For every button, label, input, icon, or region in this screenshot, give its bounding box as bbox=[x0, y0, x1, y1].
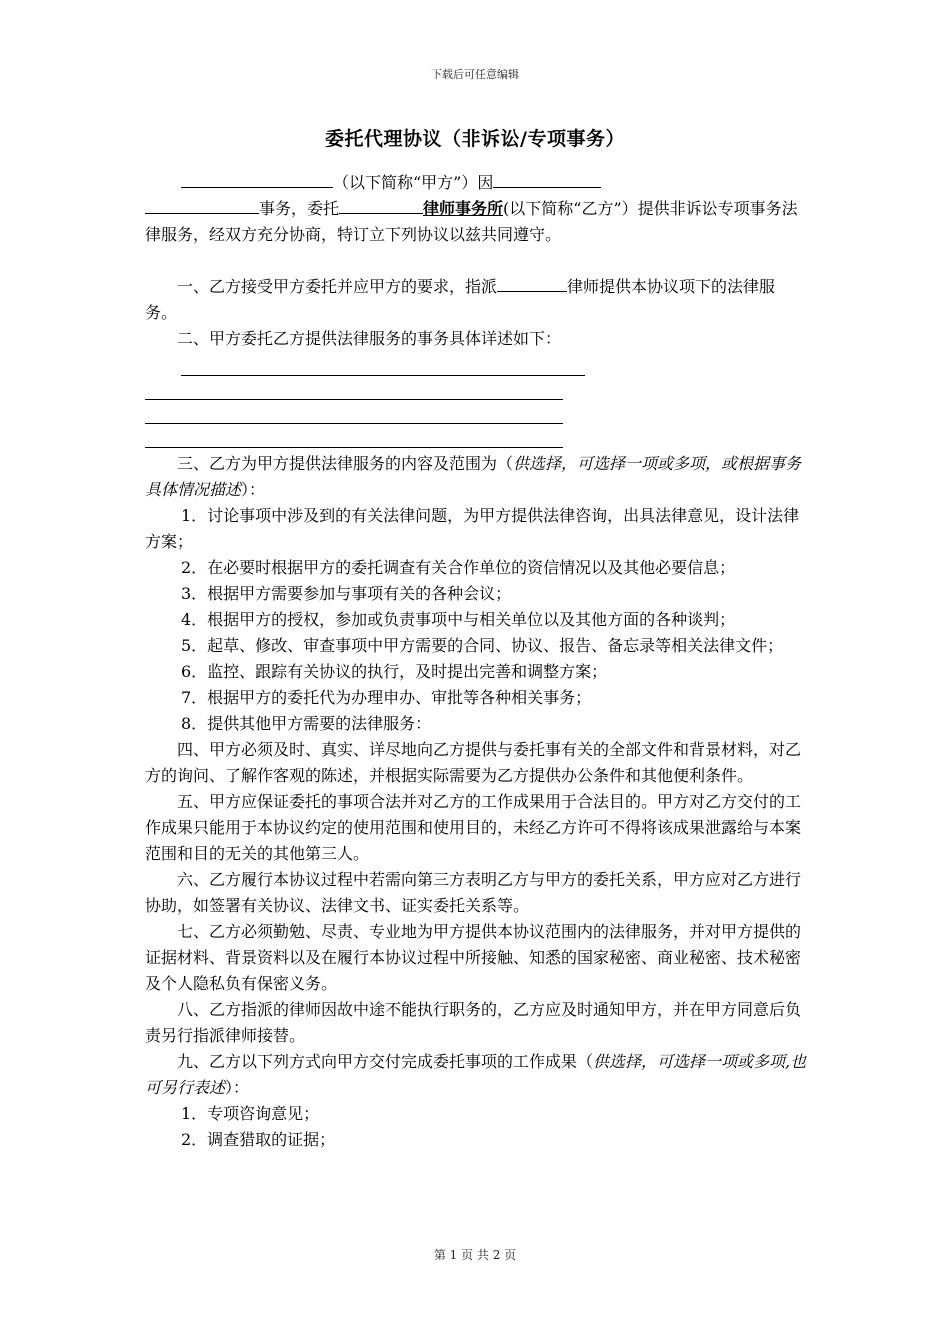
intro-line-2 bbox=[145, 196, 807, 248]
intro-text-3: (以下简称“乙方”）提供非诉讼专项事务法律服务，经双方充分协商，特订立下列协议以兹共同遵守。 bbox=[145, 199, 798, 244]
document-body bbox=[145, 170, 807, 1153]
clause-3-item-2: 2．在必要时根据甲方的委托调查有关合作单位的资信情况以及其他必要信息； bbox=[181, 558, 736, 577]
spacer bbox=[145, 248, 807, 274]
detail-blank-line-3 bbox=[145, 400, 563, 424]
clause-1-text-a: 一、乙方接受甲方委托并应甲方的要求，指派 bbox=[177, 277, 498, 296]
clause-6: 六、乙方履行本协议过程中若需向第三方表明乙方与甲方的委托关系，甲方应对乙方进行协助，如签署有关协议、法律文书、证实委托关系等。 bbox=[145, 870, 802, 915]
intro-text-1: （以下简称“甲方”）因 bbox=[333, 173, 494, 192]
detail-blank-line-2 bbox=[145, 376, 563, 400]
clause-3-item-5: 5．起草、修改、审查事项中甲方需要的合同、协议、报告、备忘录等相关法律文件； bbox=[181, 636, 784, 655]
clause-3-item-7: 7．根据甲方的委托代为办理申办、审批等各种相关事务； bbox=[181, 688, 592, 707]
clause-3-item-3: 3．根据甲方需要参加与事项有关的各种会议； bbox=[181, 584, 512, 603]
reason-blank bbox=[493, 171, 601, 188]
clause-3-item-1: 1．讨论事项中涉及到的有关法律问题，为甲方提供法律咨询，出具法律意见，设计法律方案； bbox=[145, 506, 800, 551]
detail-blank-line-1 bbox=[181, 352, 585, 376]
clause-8: 八、乙方指派的律师因故中途不能执行职务的，乙方应及时通知甲方，并在甲方同意后负责另行指派律师接替。 bbox=[145, 1000, 802, 1045]
law-firm-label: 律师事务所 bbox=[423, 199, 504, 218]
clause-9 bbox=[145, 1049, 807, 1101]
clause-3-text-b: ）： bbox=[241, 480, 266, 499]
clause-3-text-a: 三、乙方为甲方提供法律服务的内容及范围为（ bbox=[177, 454, 514, 473]
clause-9-text-b: ）： bbox=[225, 1078, 250, 1097]
clause-3-item-8: 8．提供其他甲方需要的法律服务： bbox=[181, 714, 432, 733]
clause-9-italic-note: 供选择，可选择一项或多项,也可另行表述 bbox=[145, 1052, 807, 1097]
clause-1 bbox=[145, 274, 807, 326]
party-a-blank bbox=[181, 171, 333, 188]
document-title: 委托代理协议（非诉讼/专项事务） bbox=[325, 128, 625, 150]
lawyer-blank bbox=[497, 275, 567, 292]
clause-9-item-2: 2．调查猎取的证据； bbox=[181, 1130, 336, 1149]
page-header: 下载后可任意编辑 bbox=[431, 68, 519, 81]
matter-blank bbox=[145, 197, 259, 214]
clause-4: 四、甲方必须及时、真实、详尽地向乙方提供与委托事有关的全部文件和背景材料，对乙方的询问、了解作客观的陈述，并根据实际需要为乙方提供办公条件和其他便利条件。 bbox=[145, 740, 802, 785]
clause-2: 二、甲方委托乙方提供法律服务的事务具体详述如下： bbox=[177, 329, 562, 348]
clause-1-text-b: 律师提供本协议项下的法律服务。 bbox=[145, 277, 776, 322]
firm-blank bbox=[339, 197, 423, 214]
intro-text-2: 事务，委托 bbox=[259, 199, 340, 218]
clause-9-item-1: 1．专项咨询意见； bbox=[181, 1104, 320, 1123]
clause-3-italic-note: 供选择，可选择一项或多项，或根据事务具体情况描述 bbox=[145, 454, 802, 499]
clause-3 bbox=[145, 451, 807, 503]
intro-line-1 bbox=[145, 170, 807, 196]
detail-blank-line-4 bbox=[145, 424, 563, 448]
clause-3-item-4: 4．根据甲方的授权，参加或负责事项中与相关单位以及其他方面的各种谈判； bbox=[181, 610, 736, 629]
page-footer: 第 1 页 共 2 页 bbox=[433, 1248, 517, 1262]
clause-7: 七、乙方必须勤勉、尽责、专业地为甲方提供本协议范围内的法律服务，并对甲方提供的证据材料、背景资料以及在履行本协议过程中所接触、知悉的国家秘密、商业秘密、技术秘密及个人隐私负有保密义务。 bbox=[145, 922, 802, 993]
clause-5: 五、甲方应保证委托的事项合法并对乙方的工作成果用于合法目的。甲方对乙方交付的工作成果只能用于本协议约定的使用范围和使用目的，未经乙方许可不得将该成果泄露给与本案范围和目的无关的其他第三人。 bbox=[145, 792, 802, 863]
clause-3-item-6: 6．监控、跟踪有关协议的执行，及时提出完善和调整方案； bbox=[181, 662, 608, 681]
clause-9-text-a: 九、乙方以下列方式向甲方交付完成委托事项的工作成果（ bbox=[177, 1052, 594, 1071]
